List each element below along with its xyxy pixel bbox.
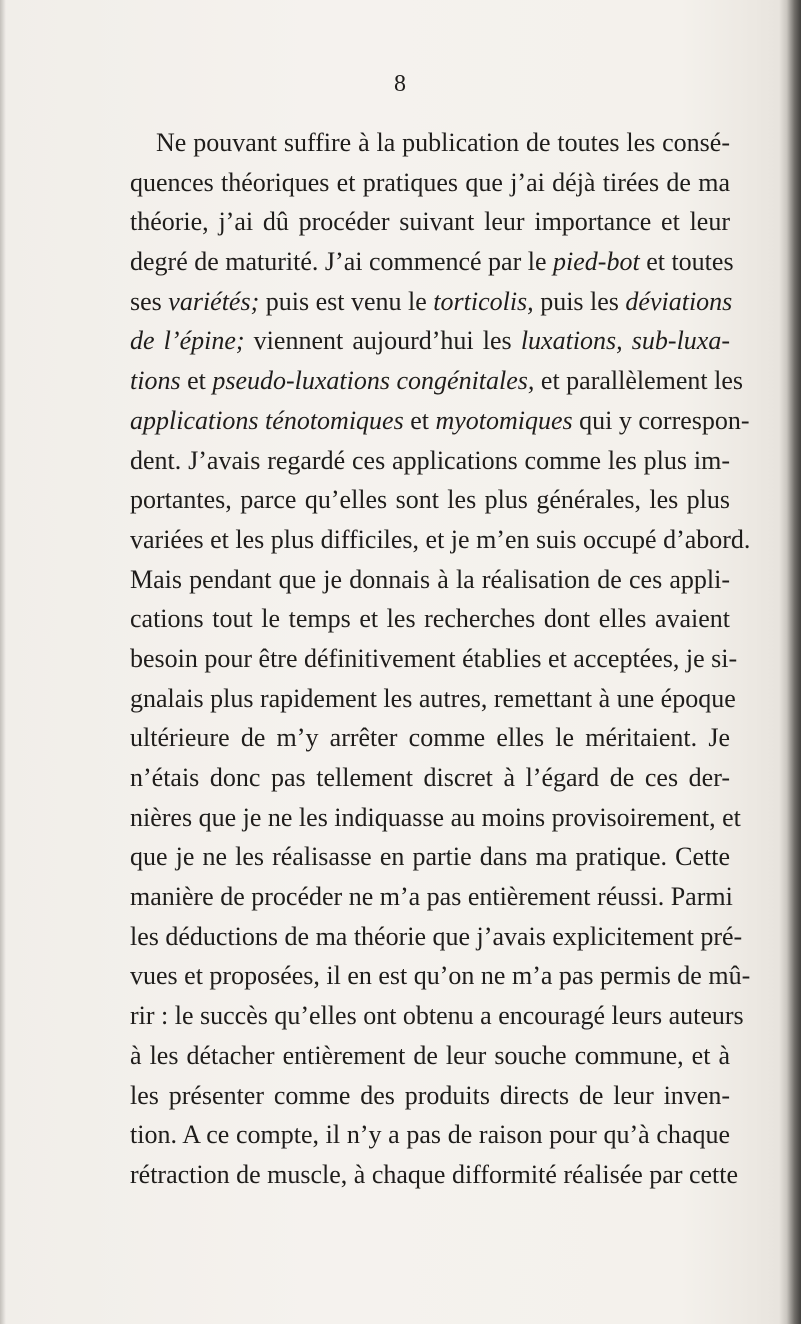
italic-text: torticolis, bbox=[433, 286, 534, 316]
text-run: quences théoriques et pratiques que j’ai déjà tirées de ma bbox=[130, 167, 730, 197]
text-line bbox=[130, 480, 730, 520]
text-line bbox=[130, 917, 743, 957]
italic-text: pied-bot bbox=[553, 247, 640, 277]
text-run: ultérieure de m’y arrêter comme elles le méritaient. Je bbox=[130, 723, 730, 753]
text-run: théorie, j’ai dû procéder suivant leur importance et leur bbox=[130, 207, 730, 237]
text-run: manière de procéder ne m’a pas entièrement réussi. Parmi bbox=[130, 882, 733, 912]
text-line bbox=[130, 401, 750, 441]
italic-text: variétés; bbox=[168, 286, 260, 316]
text-line bbox=[130, 1115, 730, 1155]
italic-text: applications ténotomiques bbox=[130, 405, 404, 435]
text-run: que je ne les réalisasse en partie dans ma pratique. Cette bbox=[130, 842, 730, 872]
text-line bbox=[130, 639, 738, 679]
text-run: et toutes bbox=[639, 247, 734, 277]
text-run: et bbox=[180, 366, 213, 396]
text-run: rétraction de muscle, à chaque difformité réalisée par cette bbox=[130, 1159, 739, 1189]
text-run: puis est venu le bbox=[259, 286, 434, 316]
text-line bbox=[130, 996, 744, 1036]
italic-text: myotomiques bbox=[435, 405, 573, 435]
text-run: portantes, parce qu’elles sont les plus générales, les plus bbox=[130, 485, 730, 515]
text-line bbox=[130, 837, 730, 877]
text-run: ses bbox=[130, 286, 169, 316]
page-gutter-shadow bbox=[0, 0, 6, 1324]
text-line bbox=[130, 441, 730, 481]
text-line bbox=[130, 1076, 730, 1116]
text-run: Mais pendant que je donnais à la réalisation de ces appli- bbox=[130, 564, 730, 594]
text-line bbox=[130, 1036, 730, 1076]
text-line bbox=[130, 202, 730, 242]
text-line bbox=[130, 321, 730, 361]
text-run: qui y correspon- bbox=[572, 405, 750, 435]
text-line bbox=[130, 718, 730, 758]
text-run: n’étais donc pas tellement discret à l’égard de ces der- bbox=[130, 763, 730, 792]
page-number: 8 bbox=[394, 71, 406, 97]
page-edge-shadow bbox=[779, 0, 801, 1324]
text-line bbox=[130, 599, 730, 639]
text-line bbox=[130, 123, 730, 163]
text-run: vues et proposées, il en est qu’on ne m’a pas permis de mû- bbox=[130, 961, 751, 991]
text-run: cations tout le temps et les recherches dont elles avaient bbox=[130, 604, 730, 634]
text-line bbox=[130, 520, 751, 560]
text-run: rir : le succès qu’elles ont obtenu a encouragé leurs auteurs bbox=[130, 1001, 744, 1031]
text-line bbox=[130, 1155, 739, 1195]
text-line bbox=[130, 560, 730, 600]
text-line bbox=[130, 758, 730, 798]
text-line bbox=[130, 163, 730, 203]
italic-text: de l’épine; bbox=[130, 326, 245, 356]
text-run: les déductions de ma théorie que j’avais explicitement pré- bbox=[130, 921, 743, 951]
text-run: et parallèlement les bbox=[534, 366, 744, 396]
text-run: puis les bbox=[533, 286, 626, 316]
text-run: variées et les plus difficiles, et je m’en suis occupé d’abord. bbox=[130, 524, 751, 554]
text-line bbox=[130, 877, 733, 917]
text-run: les présenter comme des produits directs de leur inven- bbox=[130, 1080, 730, 1110]
text-line bbox=[130, 956, 751, 996]
italic-text: tions bbox=[130, 366, 181, 396]
text-run: nières que je ne les indiquasse au moins provisoirement, et bbox=[130, 802, 741, 832]
body-text bbox=[130, 123, 751, 1195]
text-run: gnalais plus rapidement les autres, remettant à une époque bbox=[130, 683, 736, 713]
text-run: viennent aujourd’hui les bbox=[244, 326, 521, 356]
text-line bbox=[130, 679, 736, 719]
text-run: besoin pour être définitivement établies et acceptées, je si- bbox=[130, 643, 738, 673]
italic-text: luxations, sub-luxa- bbox=[520, 326, 730, 356]
text-run: degré de maturité. J’ai commencé par le bbox=[130, 247, 554, 277]
text-line bbox=[130, 361, 744, 401]
text-line bbox=[130, 282, 733, 322]
italic-text: déviations bbox=[625, 286, 733, 316]
text-run: dent. J’avais regardé ces applications comme les plus im- bbox=[130, 445, 730, 475]
text-run: et bbox=[403, 405, 436, 435]
text-run: à les détacher entièrement de leur souche commune, et à bbox=[130, 1040, 730, 1070]
text-line bbox=[130, 798, 741, 838]
italic-text: pseudo-luxations congénitales, bbox=[212, 366, 535, 396]
text-line bbox=[130, 242, 734, 282]
text-run: tion. A ce compte, il n’y a pas de raison pour qu’à chaque bbox=[130, 1120, 730, 1150]
text-run: Ne pouvant suffire à la publication de toutes les consé- bbox=[156, 128, 730, 157]
